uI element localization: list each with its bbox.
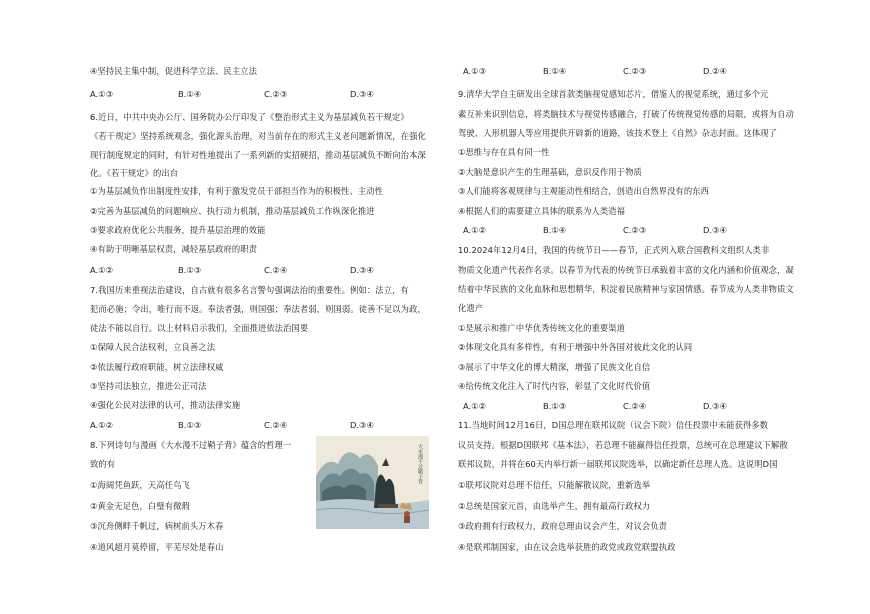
question-10-text: 物质文化遗产代表作名录。以春节为代表的传统节日承载着丰富的文化内涵和价值观念，凝 [458,265,794,275]
answer-choice: C.②③ [623,225,647,235]
option-text: ①海阔凭鱼跃，天高任鸟飞 [90,480,190,490]
option-text: ①保障人民合法权利，立良善之法 [90,342,216,352]
option-text: ②大脑是意识产生的生理基础，意识反作用于物质 [458,167,642,177]
answer-choice: C.②③ [623,66,647,76]
answer-choice: D.③④ [703,401,727,411]
option-text: ④根据人们的需要建立具体的联系为人类造福 [458,206,626,216]
answer-choice: D.③④ [350,89,374,99]
answer-choice: A.①③ [463,66,487,76]
option-text: ④坚持民主集中制，促进科学立法、民主立法 [90,66,258,76]
question-6-text: 化。《若干规定》的出台 [90,168,179,178]
question-10-text: 10.2024年12月4日，我国的传统节日——春节，正式列入联合国教科文组织人类非 [458,245,770,255]
answer-choice: B.①④ [178,89,202,99]
answer-choice: A.①③ [90,89,114,99]
answer-choice: A.①② [90,265,114,275]
answer-choice: A.①② [463,225,487,235]
option-text: ①为基层减负作出制度性安排，有利于激发党员干部担当作为的积极性、主动性 [90,186,384,196]
option-text: ③展示了中华文化的博大精深，增强了民族文化自信 [458,362,651,372]
option-text: ③沉舟侧畔千帆过，病树前头万木春 [90,521,224,531]
option-text: ②体现文化具有多样性，有利于增强中外各国对彼此文化的认同 [458,342,693,352]
option-text: ②依法履行政府职能，树立法律权威 [90,362,224,372]
question-9-text: 驾驶、人形机器人等应用提供开辟新的道路，该技术登上《自然》杂志封面。这体现了 [458,128,778,138]
answer-choice: C.②③ [264,89,288,99]
option-text: ④有助于明晰基层权责，减轻基层政府的职责 [90,244,258,254]
question-6-text: 6.近日，中共中央办公厅、国务院办公厅印发了《整治形式主义为基层减负若干规定》 [90,112,409,122]
option-text: ①联邦议院对总理不信任，只能解散议院，重新选举 [458,480,651,490]
question-9-text: 素互补来识别信息，将类脑技术与视觉传感融合，打破了传统视觉传感的局限，或将为自动 [458,109,794,119]
comic-illustration [316,436,429,529]
question-10-text: 结着中华民族的文化血脉和思想精华，积淀着民族精神与家国情感。春节成为人类非物质文 [458,284,794,294]
answer-choice: D.③④ [350,265,374,275]
answer-choice: C.②④ [264,420,288,430]
option-text: ②总统是国家元首，由选举产生，拥有最高行政权力 [458,501,651,511]
question-7-text: 徒法不能以自行。以上材料启示我们，全面推进依法治国要 [90,323,309,333]
option-text: ②黄金无足色，白璧有微瑕 [90,501,190,511]
option-text: ④道风超月莫停留，平芜尽处是春山 [90,542,224,552]
question-9-text: 9.清华大学自主研发出全球首款类脑视觉感知芯片，借鉴人的视觉系统，通过多个元 [458,89,769,99]
option-text: ①是展示和推广中华优秀传统文化的重要渠道 [458,323,626,333]
answer-choice: B.①③ [178,420,202,430]
question-11-text: 议员支持。根据D国联邦《基本法》，若总理不能赢得信任投票，总统可在总理建议下解散 [458,440,788,450]
option-text: ③坚持司法独立，推进公正司法 [90,381,207,391]
answer-choice: B.①③ [543,401,567,411]
answer-choice: B.①③ [178,265,202,275]
answer-choice: D.②④ [703,66,727,76]
option-text: ③人们能将客观规律与主观能动性相结合，创造出自然界没有的东西 [458,186,710,196]
question-8-text: 致的有 [90,459,116,469]
answer-choice: A.①② [463,401,487,411]
question-11-text: 11.当地时间12月16日，D国总理在联邦议院（议会下院）信任投票中未能获得多数 [458,420,769,430]
answer-choice: D.③④ [350,420,374,430]
question-10-text: 化遗产 [458,303,484,313]
question-7-text: 7.我国历来重视法治建设，自古就有很多名言警句强调法治的重要性。例如：法立，有 [90,285,409,295]
comic-drawing [316,436,429,529]
answer-choice: B.①④ [543,225,567,235]
answer-choice: C.②④ [264,265,288,275]
question-8-text: 8.下列诗句与漫画《大水漫不过鞘子背》蕴含的哲理一 [90,440,292,450]
option-text: ②完善为基层减负的问题响应、执行动力机制，推动基层减负工作纵深化推进 [90,206,375,216]
option-text: ④给传统文化注入了时代内容，彰显了文化时代价值 [458,381,651,391]
answer-choice: A.①② [90,420,114,430]
question-6-text: 现行制度规定的同时，有针对性地提出了一系列新的实招硬招，推动基层减负不断向治本深 [90,150,426,160]
option-text: ④是联邦制国家，由在议会选举获胜的政党或政党联盟执政 [458,542,676,552]
answer-choice: D.③④ [703,225,727,235]
answer-choice: C.②④ [623,401,647,411]
question-11-text: 联邦议院，并将在60天内举行新一届联邦议院选举，以确定新任总理人选。这说明D国 [458,459,778,469]
question-7-text: 犯而必施；令出，唯行而不返。奉法者强，则国强；奉法者弱，则国弱。徒善不足以为政， [90,304,426,314]
option-text: ③政府拥有行政权力，政府总理由议会产生，对议会负责 [458,521,668,531]
option-text: ①思维与存在具有同一性 [458,147,550,157]
comic-caption: 大水漫不过鞘子背 [417,444,423,484]
option-text: ③要求政府优化公共服务，提升基层治理的效能 [90,225,266,235]
answer-choice: B.①④ [543,66,567,76]
option-text: ④强化公民对法律的认可，推动法律实施 [90,400,241,410]
question-6-text: 《若干规定》坚持系统观念，强化源头治理，对当前存在的形式主义老问题新情况，在强化 [90,131,426,141]
